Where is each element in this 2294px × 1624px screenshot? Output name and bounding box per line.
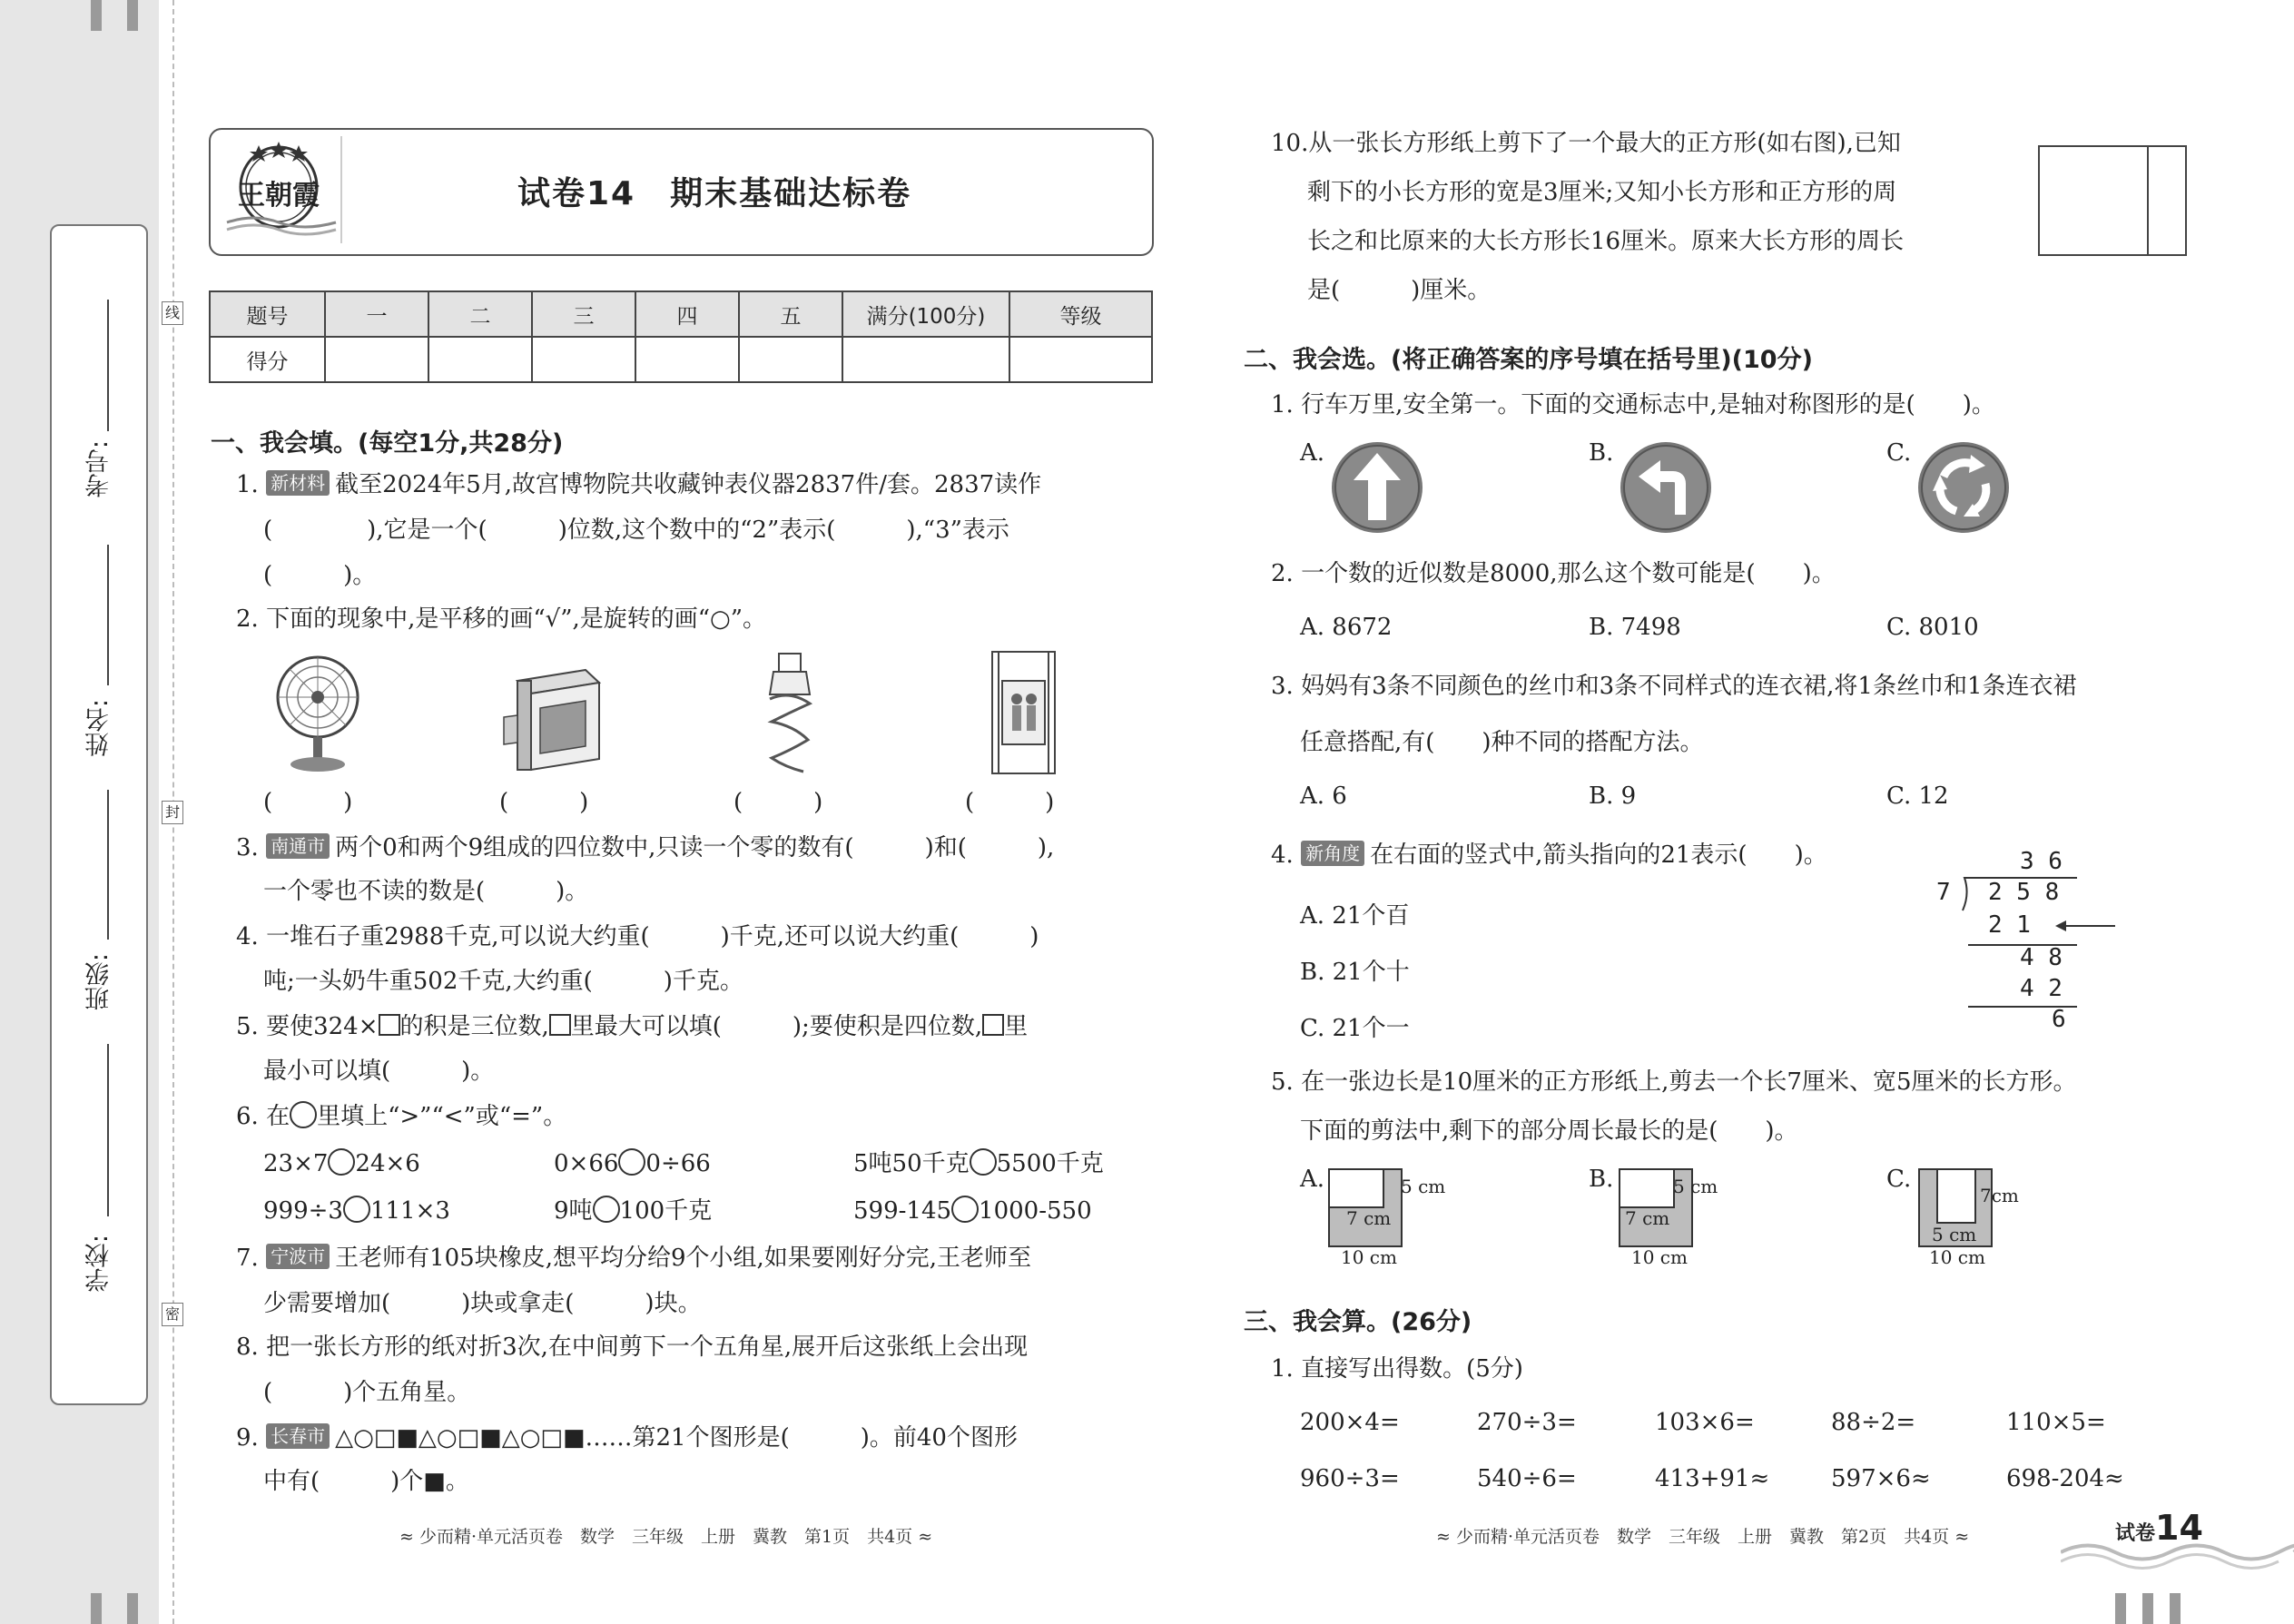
left-turn-sign-icon[interactable]: [1619, 440, 1713, 538]
registration-mark: [127, 1593, 138, 1624]
class-field[interactable]: [107, 790, 109, 940]
page-footer-left: ≈ 少而精·单元活页卷 数学 三年级 上册 冀教 第1页 共4页 ≈: [399, 1527, 933, 1547]
calc-item[interactable]: 413+91≈: [1655, 1465, 1770, 1492]
tag-badge: 新材料: [266, 470, 330, 496]
option-b[interactable]: B. 9: [1589, 782, 1637, 810]
compare-item: 999÷3 111×3: [263, 1197, 450, 1225]
seal-mark: 线: [162, 301, 183, 325]
score-cell[interactable]: [428, 337, 532, 382]
compare-circle[interactable]: [593, 1196, 620, 1223]
registration-mark: [127, 0, 138, 31]
compare-circle[interactable]: [328, 1148, 355, 1176]
school-label: 学校:: [85, 1235, 113, 1293]
registration-mark: [2170, 1593, 2181, 1624]
division-step: 4 8: [2020, 944, 2063, 971]
fig-b-inner: 7 cm: [1625, 1207, 1670, 1229]
seal-mark: 封: [162, 801, 183, 824]
division-quotient: 3 6: [2020, 848, 2063, 875]
tag-badge: 长春市: [266, 1423, 330, 1449]
electric-fan-image: [268, 652, 368, 778]
tag-badge: 新角度: [1301, 841, 1364, 866]
option-label: B.: [1589, 1166, 1614, 1193]
s2q5-line2: 下面的剪法中,剩下的部分周长最长的是( )。: [1300, 1117, 1798, 1145]
option-a[interactable]: A. 6: [1300, 782, 1347, 810]
registration-mark: [91, 1593, 102, 1624]
arrow-left-icon: [2053, 917, 2117, 935]
s2q1-text: 1. 行车万里,安全第一。下面的交通标志中,是轴对称图形的是( )。: [1271, 391, 1995, 418]
square-box-icon: [379, 1014, 400, 1036]
header-cell: 题号: [210, 291, 325, 337]
registration-mark: [2142, 1593, 2153, 1624]
q4-line2: 吨;一头奶牛重502千克,大约重( )千克。: [263, 968, 743, 995]
exam-no-label: 考号:: [85, 440, 113, 498]
s2q3-line2: 任意搭配,有( )种不同的搭配方法。: [1300, 729, 1704, 756]
name-label: 姓名:: [85, 699, 113, 757]
page-footer-right: ≈ 少而精·单元活页卷 数学 三年级 上册 冀教 第2页 共4页 ≈: [1436, 1527, 1970, 1547]
q1-line2: ( ),它是一个( )位数,这个数中的“2”表示( ),“3”表示: [263, 517, 1009, 544]
student-info-box: [50, 224, 148, 1405]
s2q5-line1: 5. 在一张边长是10厘米的正方形纸上,剪去一个长7厘米、宽5厘米的长方形。: [1271, 1068, 2077, 1096]
square-divider: [2147, 147, 2149, 254]
q5-line2: 最小可以填( )。: [263, 1058, 495, 1085]
q5-line1: 5. 要使324× 的积是三位数, 里最大可以填( );要使积是四位数, 里: [236, 1013, 1029, 1040]
calc-item[interactable]: 200×4=: [1300, 1409, 1400, 1436]
option-c[interactable]: C. 21个一: [1300, 1015, 1410, 1042]
calc-item[interactable]: 698-204≈: [2006, 1465, 2124, 1492]
fig-c-bottom: 10 cm: [1929, 1246, 1985, 1268]
screw-cap-image: [753, 649, 826, 780]
calc-item[interactable]: 597×6≈: [1831, 1465, 1931, 1492]
q10-line4: 是( )厘米。: [1307, 277, 1492, 304]
compare-circle[interactable]: [951, 1196, 979, 1223]
exam-no-field[interactable]: [107, 300, 109, 431]
q10-line1: 10.从一张长方形纸上剪下了一个最大的正方形(如右图),已知: [1271, 130, 1901, 157]
division-step: 2 1: [1988, 911, 2031, 939]
section2-heading: 二、我会选。(将正确答案的序号填在括号里)(10分): [1244, 346, 1813, 374]
compare-circle[interactable]: [343, 1196, 370, 1223]
q9-line2: 中有( )个■。: [263, 1468, 469, 1495]
option-a[interactable]: A. 21个百: [1300, 902, 1410, 930]
seal-mark: 密: [162, 1303, 183, 1326]
fig-c-inner: 5 cm: [1932, 1224, 1977, 1245]
compare-circle[interactable]: [618, 1148, 645, 1176]
square-box-icon: [982, 1014, 1004, 1036]
header-cell: 满分(100分): [842, 291, 1009, 337]
page-title: 试卷14 期末基础达标卷: [517, 175, 912, 212]
option-b[interactable]: B. 7498: [1589, 614, 1681, 641]
score-cell[interactable]: [739, 337, 842, 382]
elevator-image: [989, 649, 1058, 780]
q8-line2: ( )个五角星。: [263, 1379, 471, 1406]
fig-b-bottom: 10 cm: [1631, 1246, 1688, 1268]
s2q4-text: 4. 新角度 在右面的竖式中,箭头指向的21表示( )。: [1271, 842, 1827, 869]
compare-item: 0×66 0÷66: [554, 1150, 711, 1177]
header-cell: 等级: [1009, 291, 1152, 337]
q8-line1: 8. 把一张长方形的纸对折3次,在中间剪下一个五角星,展开后这张纸上会出现: [236, 1334, 1029, 1361]
fig-a-bottom: 10 cm: [1341, 1246, 1397, 1268]
school-field[interactable]: [107, 1044, 109, 1216]
calc-item[interactable]: 103×6=: [1655, 1409, 1755, 1436]
square-box-icon: [549, 1014, 571, 1036]
calc-item[interactable]: 270÷3=: [1477, 1409, 1577, 1436]
score-table: [209, 290, 1153, 383]
q2-text: 2. 下面的现象中,是平移的画“√”,是旋转的画“○”。: [236, 605, 767, 633]
straight-arrow-sign-icon[interactable]: [1330, 440, 1424, 538]
tag-badge: 南通市: [266, 833, 330, 859]
fig-c-side: 7cm: [1980, 1185, 2019, 1206]
q1-line1: 1. 新材料 截至2024年5月,故宫博物院共收藏钟表仪器2837件/套。2837读作: [236, 471, 1042, 498]
score-cell[interactable]: [532, 337, 635, 382]
fig-a-side: 5 cm: [1401, 1176, 1446, 1197]
option-b[interactable]: B. 21个十: [1300, 959, 1410, 986]
option-c[interactable]: C. 8010: [1886, 614, 1979, 641]
division-remainder: 6: [2052, 1006, 2066, 1033]
header-cell: 三: [532, 291, 635, 337]
section3-heading: 三、我会算。(26分): [1244, 1308, 1472, 1336]
calc-item[interactable]: 110×5=: [2006, 1409, 2106, 1436]
registration-mark: [91, 0, 102, 31]
compare-item: 599-145 1000-550: [853, 1197, 1092, 1225]
q10-line3: 长之和比原来的大长方形长16厘米。原来大长方形的周长: [1307, 228, 1905, 255]
fig-b-side: 5 cm: [1673, 1176, 1718, 1197]
option-label: B.: [1589, 439, 1614, 467]
name-field[interactable]: [107, 545, 109, 685]
q10-line2: 剩下的小长方形的宽是3厘米;又知小长方形和正方形的周: [1307, 179, 1897, 206]
q9-line1: 9. 长春市 △○□■△○□■△○□■……第21个图形是( )。前40个图形: [236, 1424, 1018, 1452]
q6-text: 6. 在 里填上“>”“<”或“=”。: [236, 1103, 567, 1130]
s2q3-line1: 3. 妈妈有3条不同颜色的丝巾和3条不同样式的连衣裙,将1条丝巾和1条连衣裙: [1271, 673, 2077, 700]
score-cell[interactable]: [325, 337, 428, 382]
paper-badge: 试卷14: [2115, 1508, 2203, 1548]
microwave-oven-image: [499, 663, 604, 780]
compare-item: 5吨50千克 5500千克: [853, 1150, 1104, 1177]
calc-item[interactable]: 960÷3=: [1300, 1465, 1400, 1492]
score-label: 得分: [210, 337, 325, 382]
circle-blank-icon: [290, 1101, 317, 1128]
option-label: C.: [1886, 1166, 1912, 1193]
roundabout-sign-icon[interactable]: [1916, 440, 2011, 538]
class-label: 班级:: [85, 953, 113, 1011]
q3-line2: 一个零也不读的数是( )。: [263, 878, 589, 905]
tag-badge: 宁波市: [266, 1244, 330, 1269]
q1-line3: ( )。: [263, 562, 377, 589]
compare-circle[interactable]: [970, 1148, 997, 1176]
q2-blank[interactable]: ( ): [733, 789, 823, 816]
score-cell[interactable]: [1009, 337, 1152, 382]
q3-line1: 3. 南通市 两个0和两个9组成的四位数中,只读一个零的数有( )和( ),: [236, 834, 1055, 861]
header-cell: 四: [635, 291, 739, 337]
rectangle-figure: [2038, 145, 2187, 256]
compare-item: 9吨 100千克: [554, 1197, 713, 1225]
compare-item: 23×7 24×6: [263, 1150, 420, 1177]
s2q2-text: 2. 一个数的近似数是8000,那么这个数可能是( )。: [1271, 560, 1836, 587]
calc-item[interactable]: 88÷2=: [1831, 1409, 1916, 1436]
header-cell: 一: [325, 291, 428, 337]
fig-a-inner: 7 cm: [1346, 1207, 1392, 1229]
score-cell[interactable]: [842, 337, 1009, 382]
division-dividend: 2 5 8: [1988, 879, 2060, 906]
calc-item[interactable]: 540÷6=: [1477, 1465, 1577, 1492]
q2-blank[interactable]: ( ): [499, 789, 589, 816]
q2-blank[interactable]: ( ): [965, 789, 1055, 816]
score-cell[interactable]: [635, 337, 739, 382]
option-a[interactable]: A. 8672: [1300, 614, 1393, 641]
q7-line2: 少需要增加( )块或拿走( )块。: [263, 1290, 702, 1317]
header-cell: 二: [428, 291, 532, 337]
option-c[interactable]: C. 12: [1886, 782, 1949, 810]
registration-mark: [2115, 1593, 2126, 1624]
option-label: C.: [1886, 439, 1912, 467]
division-divisor: 7: [1936, 879, 1951, 906]
option-label: A.: [1300, 439, 1325, 467]
shape-pattern: △○□■△○□■△○□■……: [335, 1424, 633, 1452]
q4-line1: 4. 一堆石子重2988千克,可以说大约重( )千克,还可以说大约重( ): [236, 923, 1039, 950]
header-cell: 五: [739, 291, 842, 337]
division-step: 4 2: [2020, 975, 2063, 1002]
option-label: A.: [1300, 1166, 1325, 1193]
q7-line1: 7. 宁波市 王老师有105块橡皮,想平均分给9个小组,如果要刚好分完,王老师至: [236, 1245, 1032, 1272]
logo-text: 王朝霞: [238, 180, 320, 212]
q2-blank[interactable]: ( ): [263, 789, 353, 816]
section1-heading: 一、我会填。(每空1分,共28分): [211, 429, 564, 458]
s3q1-text: 1. 直接写出得数。(5分): [1271, 1355, 1523, 1383]
